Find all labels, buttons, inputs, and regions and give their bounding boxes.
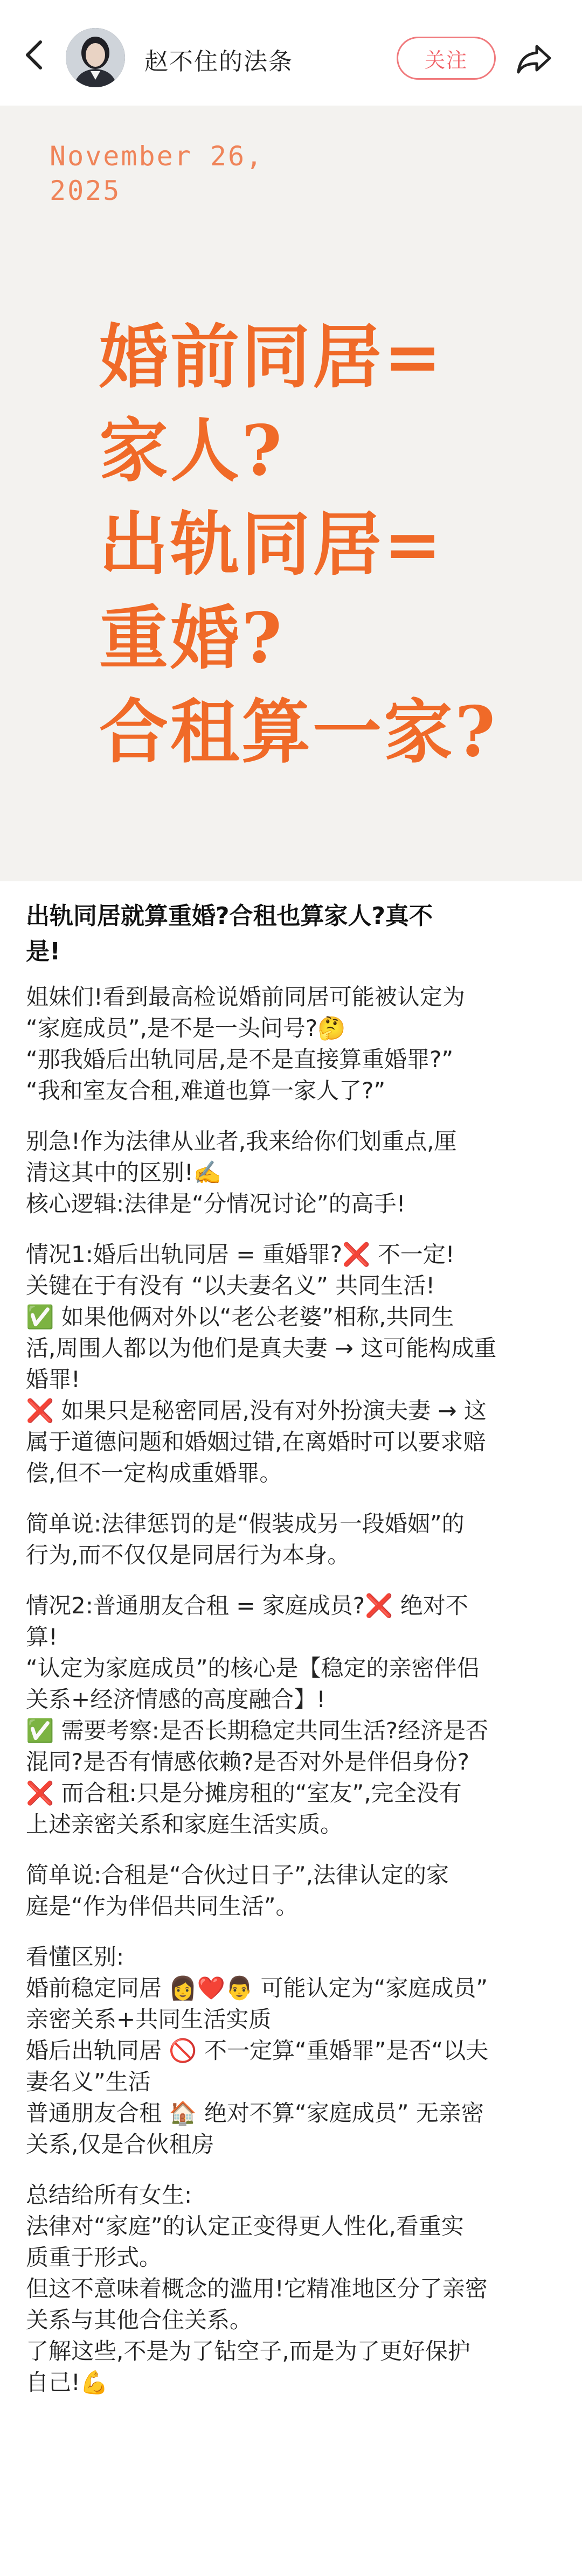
back-button[interactable] [15, 33, 53, 76]
cover-line: 家人? [99, 410, 285, 491]
paragraph-line: 清这其中的区别!✍️ [26, 1159, 222, 1186]
paragraph-line: 关系+经济情感的高度融合】! [26, 1686, 326, 1712]
paragraph-line: 上述亲密关系和家庭生活实质。 [26, 1811, 343, 1837]
paragraph-line: 质重于形式。 [26, 2244, 162, 2271]
paragraph-line: ✅ 需要考察:是否长期稳定共同生活?经济是否 [26, 1717, 489, 1744]
paragraph-line: 偿,但不一定构成重婚罪。 [26, 1460, 282, 1486]
paragraph-line: 算! [26, 1624, 58, 1650]
chevron-left-icon [23, 39, 45, 71]
post-body [26, 981, 559, 2398]
paragraph-line: ✅ 如果他俩对外以“老公老婆”相称,共同生 [26, 1304, 454, 1330]
cover-line: 合租算一家? [99, 692, 498, 772]
paragraph-line: 简单说:合租是“合伙过日子”,法律认定的家 [26, 1862, 449, 1888]
paragraph-line: 简单说:法律惩罚的是“假装成另一段婚姻”的 [26, 1510, 465, 1537]
paragraph-line: “我和室友合租,难道也算一家人了?” [26, 1077, 386, 1104]
paragraph-line: 姐妹们!看到最高检说婚前同居可能被认定为 [26, 984, 465, 1010]
paragraph-line: 核心逻辑:法律是“分情况讨论”的高手! [26, 1190, 406, 1217]
paragraph-line: 别急!作为法律从业者,我来给你们划重点,厘 [26, 1128, 457, 1154]
paragraph-line: 混同?是否有情感依赖?是否对外是伴侣身份? [26, 1749, 469, 1775]
paragraph-line: 婚前稳定同居 👩❤️👨 可能认定为“家庭成员” [26, 1975, 488, 2001]
share-button[interactable] [510, 38, 558, 81]
post-paragraph [26, 1941, 559, 2160]
post-paragraph [26, 2180, 559, 2398]
post-title-line: 是! [26, 938, 61, 965]
share-arrow-icon [515, 43, 553, 75]
paragraph-line: 关键在于有没有 “以夫妻名义” 共同生活! [26, 1272, 435, 1299]
paragraph-line: 法律对“家庭”的认定正变得更人性化,看重实 [26, 2213, 464, 2239]
paragraph-line: “那我婚后出轨同居,是不是直接算重婚罪?” [26, 1046, 454, 1073]
paragraph-line: 关系与其他合住关系。 [26, 2307, 253, 2333]
paragraph-line: 看懂区别: [26, 1944, 124, 1970]
paragraph-line: “家庭成员”,是不是一头问号?🤔 [26, 1015, 346, 1041]
cover-headline [99, 310, 497, 779]
paragraph-line: 妻名义”生活 [26, 2069, 151, 2095]
paragraph-line: 行为,而不仅仅是同居行为本身。 [26, 1542, 350, 1568]
paragraph-line: 亲密关系+共同生活实质 [26, 2006, 272, 2032]
paragraph-line: 关系,仅是合伙租房 [26, 2131, 214, 2157]
paragraph-line: 总结给所有女生: [26, 2182, 192, 2208]
cover-line: 出轨同居= [99, 504, 444, 585]
paragraph-line: 情况2:普通朋友合租 = 家庭成员?❌ 绝对不 [26, 1592, 468, 1619]
post-title-line: 出轨同居就算重婚?合租也算家人?真不 [26, 902, 433, 930]
post-paragraph [26, 1239, 559, 1489]
paragraph-line: ❌ 如果只是秘密同居,没有对外扮演夫妻 → 这 [26, 1397, 487, 1424]
cover-line: 重婚? [99, 598, 285, 679]
paragraph-line: 普通朋友合租 🏠 绝对不算“家庭成员” 无亲密 [26, 2100, 484, 2126]
avatar[interactable] [66, 28, 125, 87]
paragraph-line: ❌ 而合租:只是分摊房租的“室友”,完全没有 [26, 1780, 462, 1806]
paragraph-line: 但这不意味着概念的滥用!它精准地区分了亲密 [26, 2275, 488, 2302]
top-bar [0, 0, 582, 108]
post-paragraph [26, 1860, 559, 1922]
paragraph-line: 情况1:婚后出轨同居 = 重婚罪?❌ 不一定! [26, 1241, 455, 1268]
post-paragraph [26, 1508, 559, 1571]
paragraph-line: 活,周围人都以为他们是真夫妻 → 这可能构成重 [26, 1335, 497, 1361]
post-paragraph [26, 981, 559, 1106]
post-content [26, 899, 559, 2398]
avatar-portrait-icon [66, 28, 125, 87]
post-paragraph [26, 1590, 559, 1840]
paragraph-line: 婚罪! [26, 1366, 80, 1393]
paragraph-line: “认定为家庭成员”的核心是【稳定的亲密伴侣 [26, 1655, 480, 1681]
cover-line: 婚前同居= [99, 317, 444, 398]
paragraph-line: 婚后出轨同居 🚫 不一定算“重婚罪”是否“以夫 [26, 2037, 489, 2064]
post-title [26, 899, 559, 970]
paragraph-line: 属于道德问题和婚姻过错,在离婚时可以要求赔 [26, 1429, 486, 1455]
cover-image[interactable] [0, 106, 582, 881]
paragraph-line: 庭是“作为伴侣共同生活”。 [26, 1893, 299, 1919]
paragraph-line: 了解这些,不是为了钻空子,而是为了更好保护 [26, 2338, 470, 2364]
post-paragraph [26, 1126, 559, 1220]
paragraph-line: 自己!💪 [26, 2369, 109, 2396]
follow-button[interactable]: 关注 [397, 37, 496, 80]
author-name[interactable]: 赵不住的法条 [144, 48, 293, 75]
cover-date: November 26, 2025 [50, 141, 264, 206]
